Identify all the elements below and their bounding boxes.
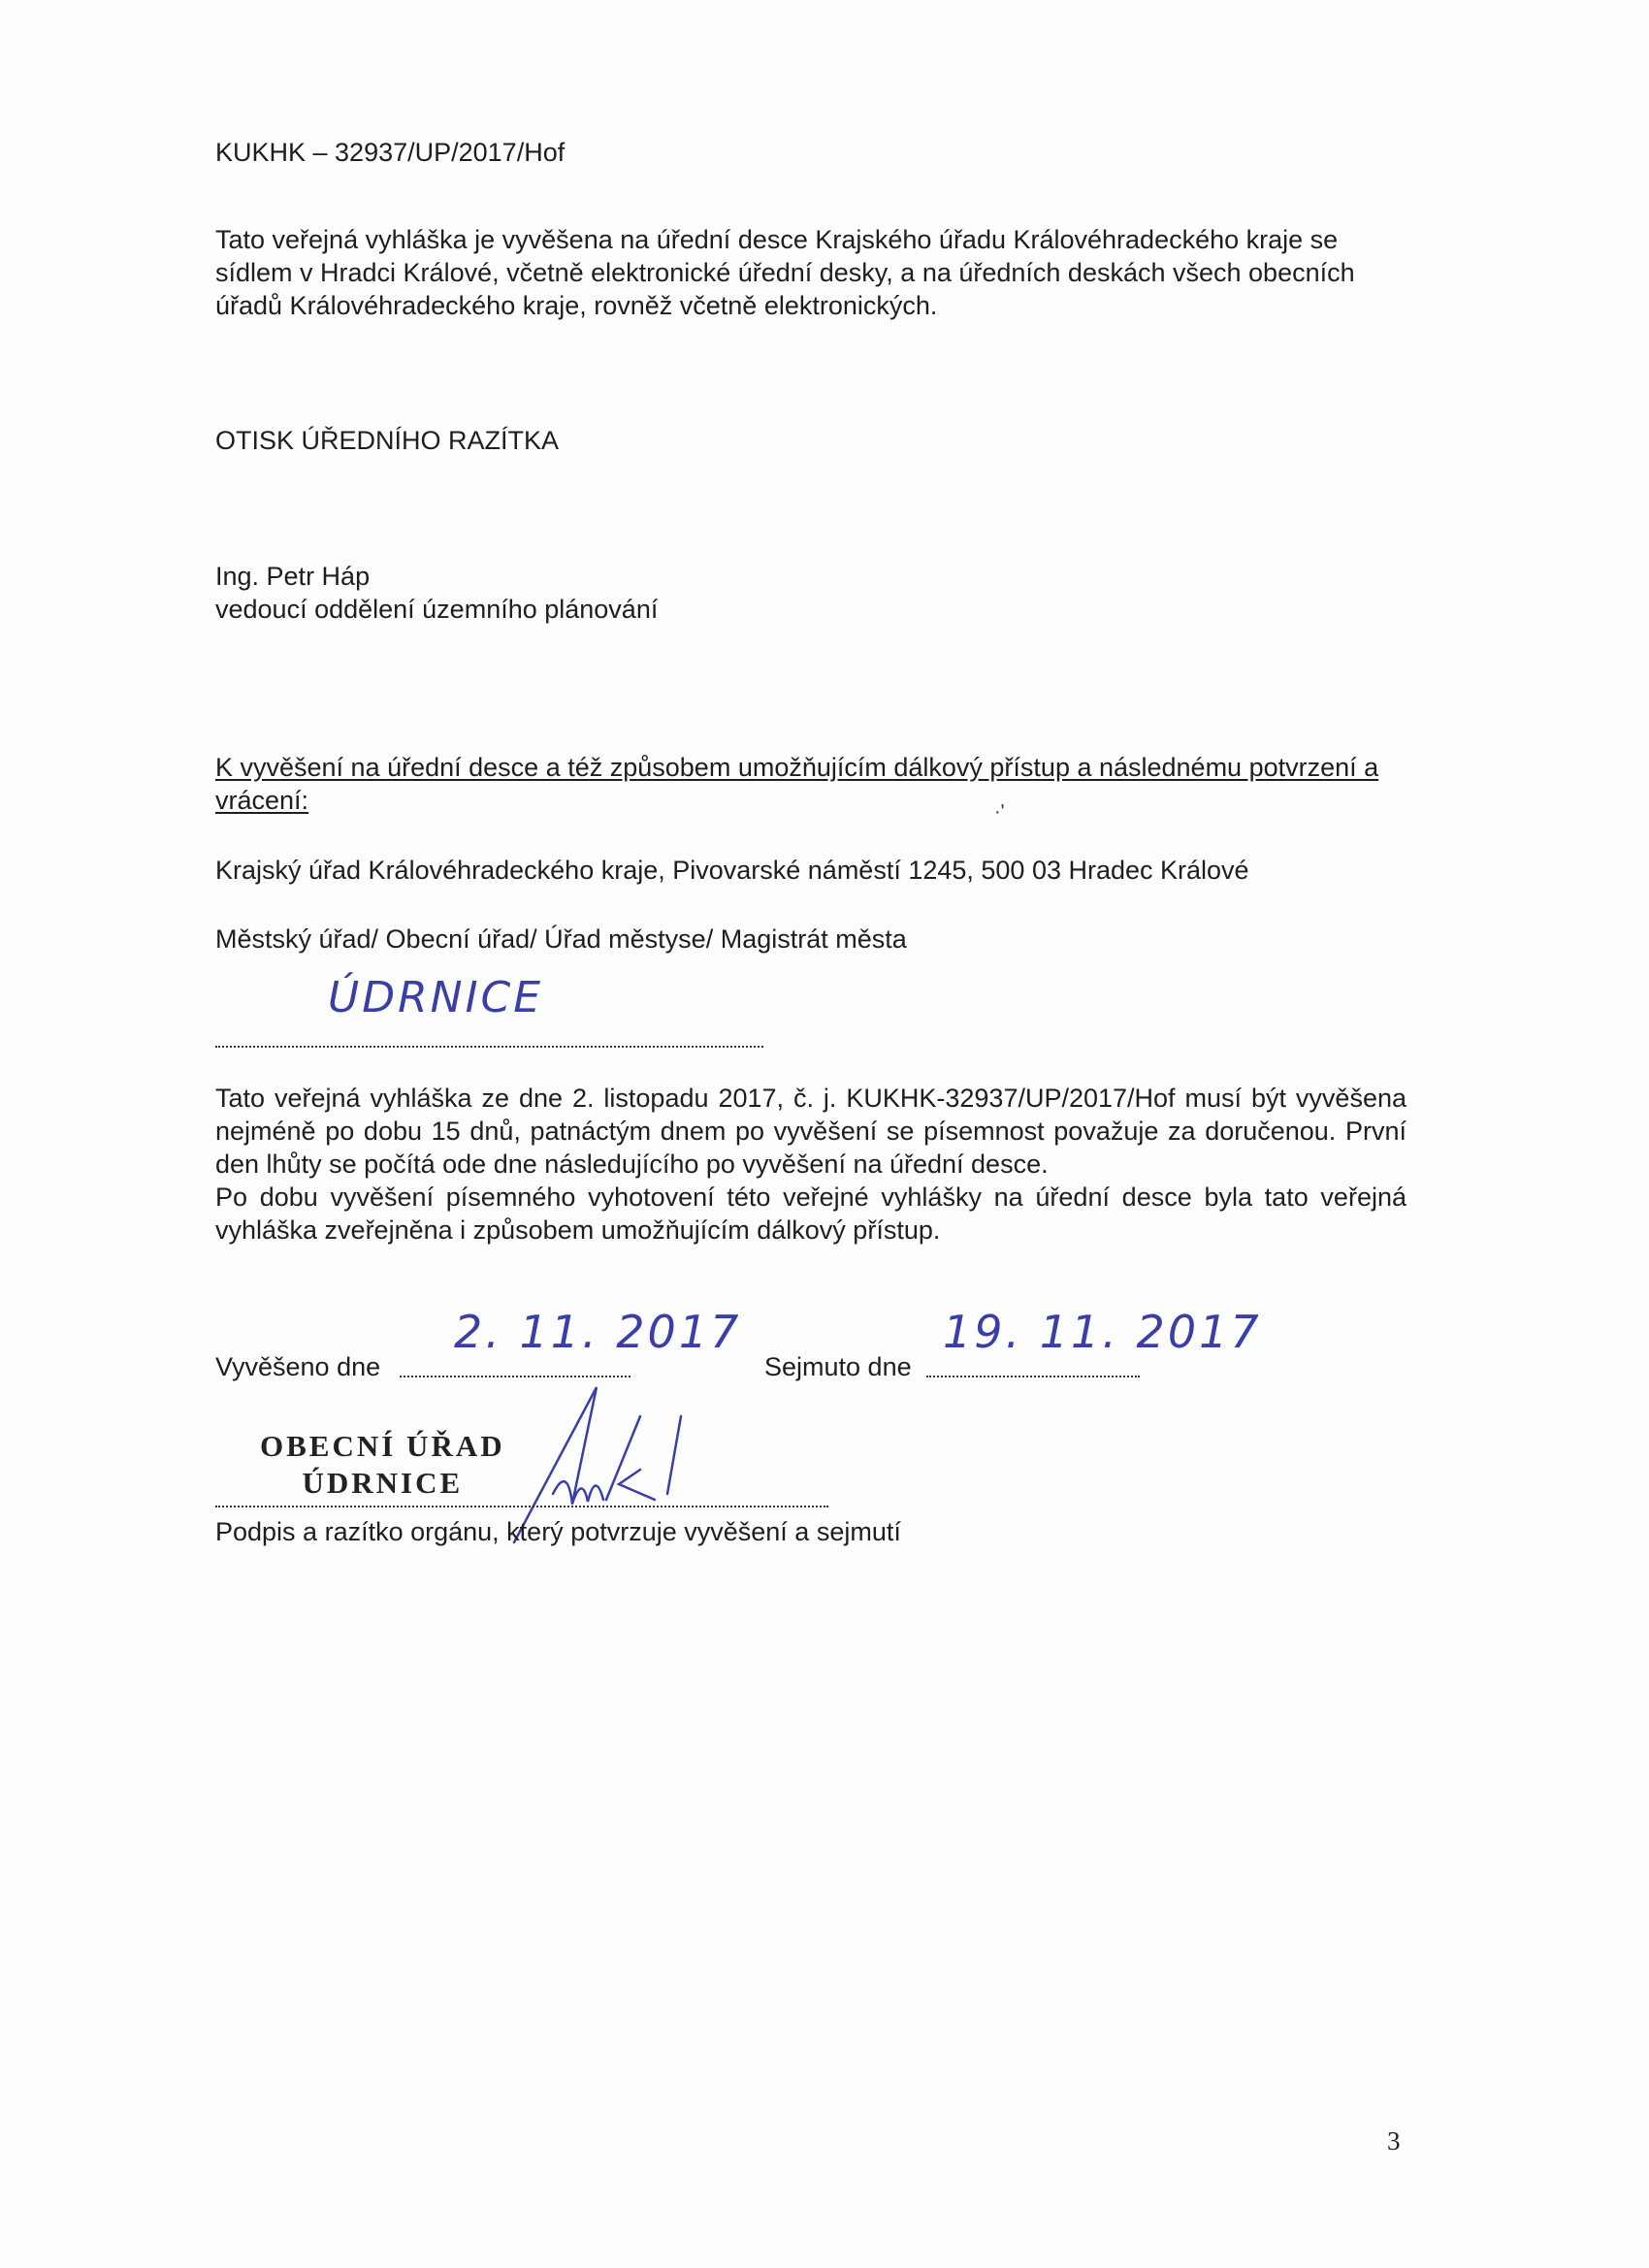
signer-block	[215, 560, 658, 626]
posted-label: Vyvěšeno dne	[215, 1352, 381, 1381]
handwritten-municipality: ÚDRNICE	[328, 973, 544, 1022]
intro-paragraph: Tato veřejná vyhláška je vyvěšena na úřední desce Krajského úřadu Královéhradeckého kraje se sídlem v Hradci Králové, včetně elektronické úřední desky, a na úředních deskách všech obecních úřadů Královéhradeckého kraje, rovněž včetně elektronických.	[215, 225, 1355, 320]
reference-number: KUKHK – 32937/UP/2017/Hof	[215, 138, 566, 167]
scan-mark: ·'	[994, 801, 1005, 823]
removed-date-handwritten: 19. 11. 2017	[943, 1306, 1262, 1358]
stamp-placeholder: OTISK ÚŘEDNÍHO RAZÍTKA	[215, 426, 560, 455]
removed-dotted-line	[926, 1376, 1140, 1377]
signer-name: Ing. Petr Háp	[215, 562, 371, 591]
office-stamp	[260, 1428, 505, 1502]
posting-heading: K vyvěšení na úřední desce a též způsobem umožňujícím dálkový přístup a následnému potvrzení a vrácení:	[215, 753, 1379, 815]
regional-office-address: Krajský úřad Královéhradeckého kraje, Pivovarské náměstí 1245, 500 03 Hradec Králové	[215, 856, 1249, 885]
municipal-office-options: Městský úřad/ Obecní úřad/ Úřad městyse/ Magistrát města	[215, 924, 907, 954]
office-stamp-line1: OBECNÍ ÚŘAD	[260, 1429, 505, 1463]
office-stamp-line2: ÚDRNICE	[302, 1466, 464, 1500]
notice-paragraph	[215, 1082, 1406, 1247]
signature-dotted-line	[215, 1506, 828, 1507]
notice-paragraph-part1: Tato veřejná vyhláška ze dne 2. listopadu 2017, č. j. KUKHK-32937/UP/2017/Hof musí být vyvěšena nejméně po dobu 15 dnů, patnáctým dnem po vyvěšení se písemnost považuje za doručenou. První den lhůty se počítá ode dne následujícího po vyvěšení na úřední desce.	[215, 1084, 1406, 1179]
signature-caption: Podpis a razítko orgánu, který potvrzuje vyvěšení a sejmutí	[215, 1517, 901, 1546]
removed-label: Sejmuto dne	[764, 1352, 912, 1381]
posted-date-handwritten: 2. 11. 2017	[454, 1306, 742, 1358]
page-number: 3	[1387, 2126, 1401, 2155]
municipality-dotted-line	[215, 1046, 763, 1048]
signer-position: vedoucí oddělení územního plánování	[215, 595, 659, 624]
notice-paragraph-part2: Po dobu vyvěšení písemného vyhotovení této veřejné vyhlášky na úřední desce byla tato veřejná vyhláška zveřejněna i způsobem umožňujícím dálkový přístup.	[215, 1183, 1406, 1245]
